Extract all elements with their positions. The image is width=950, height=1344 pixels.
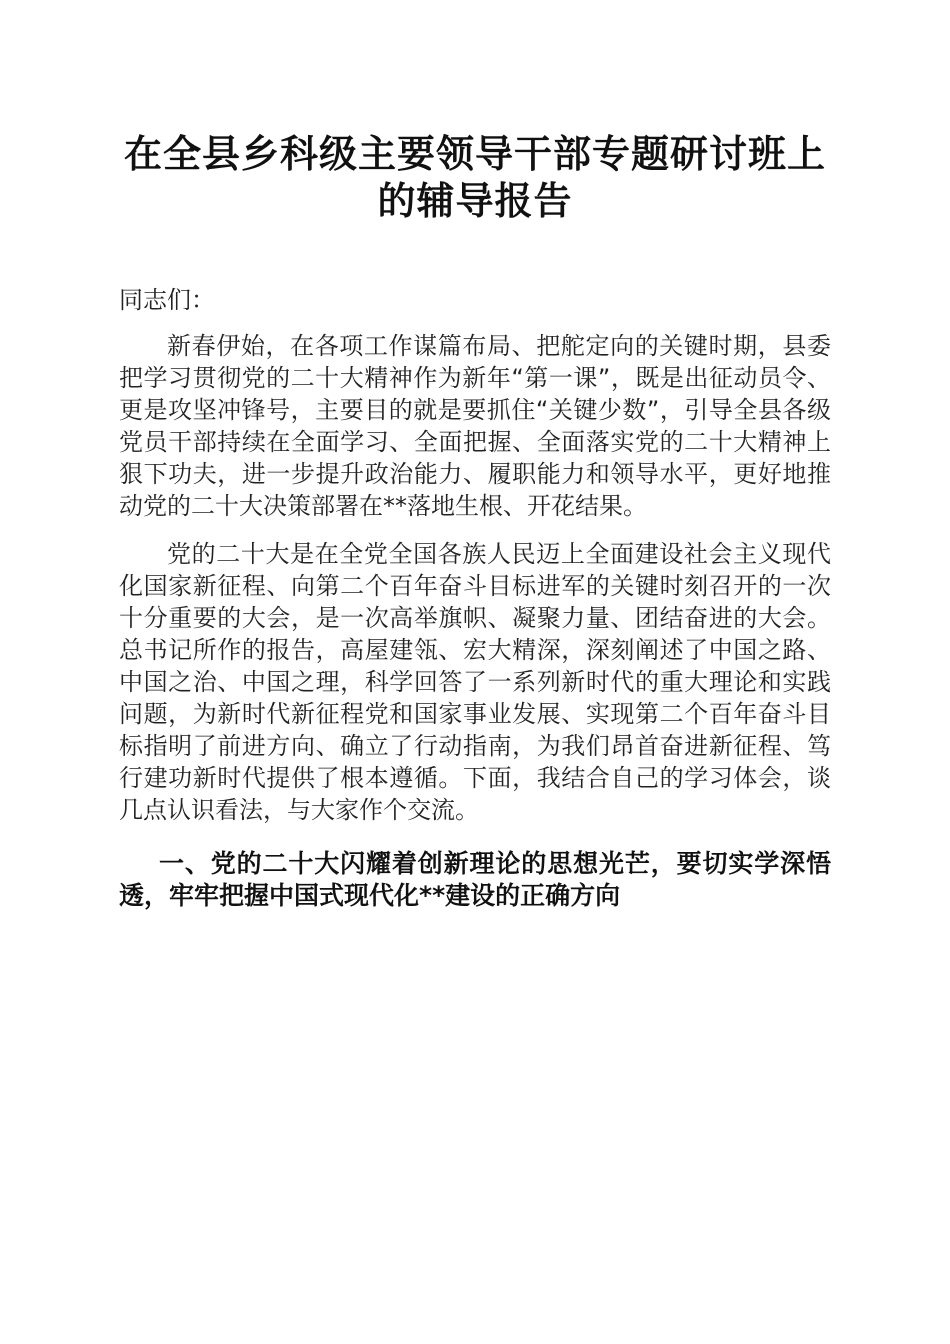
document-title: 在全县乡科级主要领导干部专题研讨班上的辅导报告 xyxy=(123,131,826,223)
section-heading: 一、党的二十大闪耀着创新理论的思想光芒，要切实学深悟透，牢牢把握中国式现代化**建设的正确方向 xyxy=(119,849,831,910)
salutation: 同志们： xyxy=(119,286,215,314)
document-body xyxy=(119,284,831,928)
body-paragraph: 党的二十大是在全党全国各族人民迈上全面建设社会主义现代化国家新征程、向第二个百年奋斗目标进军的关键时刻召开的一次十分重要的大会，是一次高举旗帜、凝聚力量、团结奋进的大会。总书记所作的报告，高屋建瓴、宏大精深，深刻阐述了中国之路、中国之治、中国之理，科学回答了一系列新时代的重大理论和实践问题，为新时代新征程党和国家事业发展、实现第二个百年奋斗目标指明了前进方向、确立了行动指南，为我们昂首奋进新征程、笃行建功新时代提供了根本遵循。下面，我结合自己的学习体会，谈几点认识看法，与大家作个交流。 xyxy=(119,540,831,824)
body-paragraph: 新春伊始，在各项工作谋篇布局、把舵定向的关键时期，县委把学习贯彻党的二十大精神作为新年“第一课”，既是出征动员令、更是攻坚冲锋号，主要目的就是要抓住“关键少数”，引导全县各级党员干部持续在全面学习、全面把握、全面落实党的二十大精神上狠下功夫，进一步提升政治能力、履职能力和领导水平，更好地推动党的二十大决策部署在**落地生根、开花结果。 xyxy=(119,332,831,520)
